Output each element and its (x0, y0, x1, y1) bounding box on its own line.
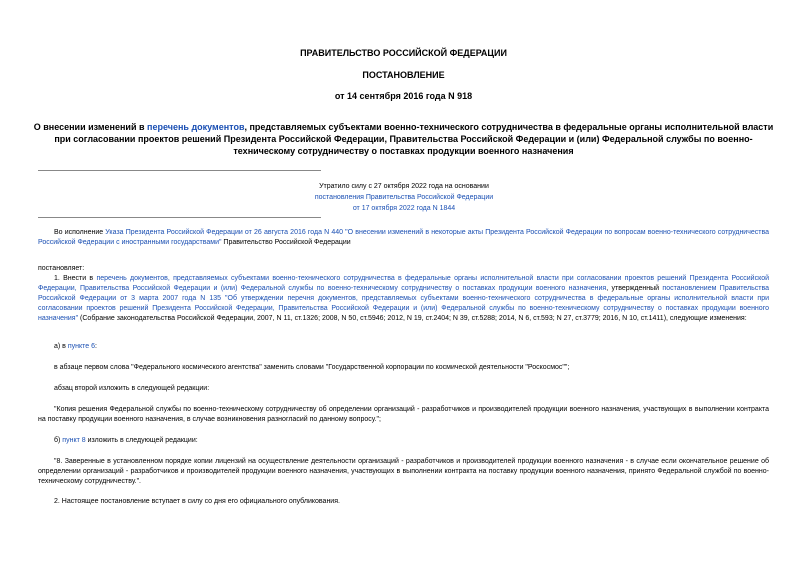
government-heading: ПРАВИТЕЛЬСТВО РОССИЙСКОЙ ФЕДЕРАЦИИ (300, 48, 507, 58)
item1-text-a: 1. Внести в (54, 275, 97, 282)
paragraph-item-2: 2. Настоящее постановление вступает в силу со дня его официального опубликования. (54, 498, 340, 505)
status-line-1: Утратило силу с 27 октября 2022 года на основании (319, 183, 489, 190)
subitem-b-text-a: б) (54, 437, 63, 444)
divider-top (38, 170, 321, 171)
preamble-text-b: Правительство Российской Федерации (221, 239, 351, 246)
paragraph-quote-copy: "Копия решения Федеральной службы по военно-техническому сотрудничеству об определении организаций - разработчиков и производителей продукции военного назначения, участвующих в выполнении контракта на поставку продукции военного назначения, в случае возникновения разногласий по данному вопросу."; (38, 406, 769, 423)
item1-text-b: , утвержденный (606, 285, 663, 292)
title-rest: , представляемых субъектами военно-технического сотрудничества в федеральные органы исполнительной власти при согласовании проектов решений Президента Российской Федерации, Правительства Российской Федерации и (или) Федеральной службы по военно-техническому сотрудничеству о поставках продукции военного назначения (54, 122, 774, 156)
document-type-heading: ПОСТАНОВЛЕНИЕ (362, 70, 445, 80)
link-decree-440[interactable]: Указа Президента Российской Федерации от 26 августа 2016 года N 440 "О внесении изменений в некоторые акты Президента Российской Федерации по вопросам военно-технического сотрудничества Российской Федерации с иностранными государствами" (38, 229, 769, 246)
link-list-of-documents[interactable]: перечень документов, представляемых субъектами военно-технического сотрудничества в федеральные органы исполнительной власти при согласовании проектов решений Президента Российской Федерации, Правительства Российской Федерации и (или) Федеральной службы по военно-техническому сотрудничеству о поставках продукции военного назначения (38, 275, 770, 292)
link-clause-6[interactable]: пункте 6 (67, 343, 95, 350)
link-resolution-135[interactable]: постановлением Правительства Российской Федерации от 3 марта 2007 года N 135 "Об утверждении перечня документов, представляемых субъектами военно-технического сотрудничества в федеральные органы исполнительной власти при согласовании проектов решений Президента Российской Федерации, Правительства Российской Федерации и (или) Федеральной службы по военно-техническому сотрудничеству о поставках продукции военного назначения" (38, 285, 769, 322)
item1-text-c: (Собрание законодательства Российской Федерации, 2007, N 11, ст.1326; 2008, N 50, ст.5946; 2012, N 19, ст.2404; N 39, ст.5288; 2014, N 6, ст.593; N 27, ст.3779; 2016, N 10, ст.1411), следующие изменения: (78, 315, 747, 322)
paragraph-resolves: постановляет: (38, 265, 85, 272)
subitem-b-text-b: изложить в следующей редакции: (85, 437, 198, 444)
paragraph-clause-8-text: "8. Заверенные в установленном порядке копии лицензий на осуществление деятельности организаций - разработчиков и производителей продукции военного назначения - в случае если окончательное решение об определении организаций - разработчиков и производителей продукции военного назначения, участвующих в выполнении контракта на поставку продукции военного назначения, принято Федеральной службой по военно-техническому сотрудничеству.". (38, 458, 769, 485)
preamble-text-a: Во исполнение (54, 229, 106, 236)
title-link-list-of-documents[interactable]: перечень документов (147, 122, 245, 132)
paragraph-subitem-a (38, 342, 769, 352)
link-clause-8[interactable]: пункт 8 (62, 437, 86, 444)
title-prefix: О внесении изменений в (33, 122, 148, 132)
divider-bottom (38, 217, 321, 218)
status-link-resolution-date[interactable]: от 17 октября 2022 года N 1844 (352, 205, 456, 212)
status-link-resolution[interactable]: постановления Правительства Российской Федерации (314, 194, 494, 201)
document-date-number: от 14 сентября 2016 года N 918 (334, 91, 473, 101)
status-note (300, 181, 508, 214)
subitem-a-text-b: : (95, 343, 97, 350)
paragraph-subitem-b (38, 436, 769, 446)
paragraph-item-1 (38, 274, 769, 324)
subitem-a-text-a: а) в (54, 343, 68, 350)
document-title (30, 121, 777, 157)
paragraph-second-abzac: абзац второй изложить в следующей редакции: (54, 385, 210, 392)
paragraph-preamble (38, 228, 769, 248)
paragraph-replace-words: в абзаце первом слова "Федерального космического агентства" заменить словами "Государственной корпорации по космической деятельности "Роскосмос""; (54, 364, 570, 371)
